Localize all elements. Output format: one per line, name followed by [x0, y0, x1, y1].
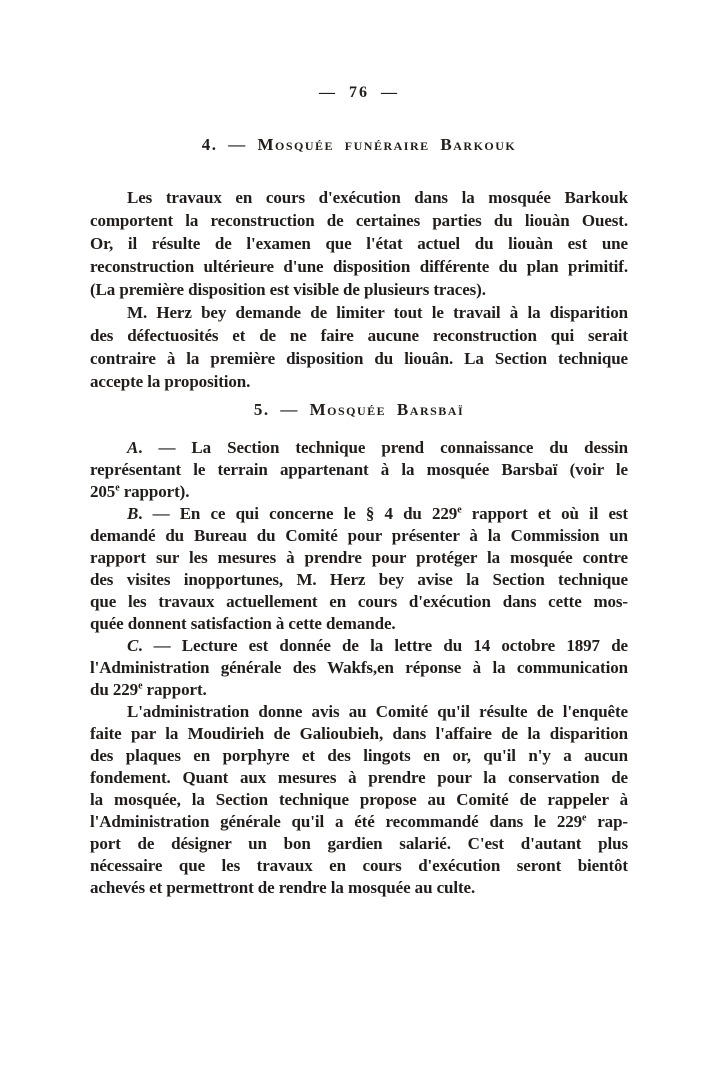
text-line: l'Administration générale qu'il a été recommandé dans le 229e rap-: [90, 812, 628, 831]
text-line: fondement. Quant aux mesures à prendre pour la conservation de: [90, 768, 628, 787]
text-line: que les travaux actuellement en cours d'exécution dans cette mos-: [90, 592, 628, 611]
text-line: A. — La Section technique prend connaissance du dessin: [127, 438, 628, 457]
section-5-mosquee-barsbai-heading: 5. — Mosquée Barsbaï: [253, 400, 465, 419]
section-5-mosquee-barsbai-paragraph-2: [90, 503, 628, 635]
text-line: faite par la Moudirieh de Galioubieh, dans l'affaire de la disparition: [90, 724, 628, 743]
text-line: des défectuosités et de ne faire aucune reconstruction qui serait: [90, 326, 628, 345]
section-5-mosquee-barsbai-paragraph-3: [90, 635, 628, 701]
text-line: 205e rapport).: [90, 482, 190, 501]
section-4-mosquee-funeraire-barkouk-paragraph-2: [90, 301, 628, 393]
text-line: B. — En ce qui concerne le § 4 du 229e rapport et où il est: [127, 504, 628, 523]
section-4-mosquee-funeraire-barkouk-paragraph-1: [90, 186, 628, 301]
text-line: des visites inopportunes, M. Herz bey avise la Section technique: [90, 570, 628, 589]
text-line: rapport sur les mesures à prendre pour protéger la mosquée contre: [90, 548, 628, 567]
text-line: représentant le terrain appartenant à la mosquée Barsbaï (voir le: [90, 460, 628, 479]
section-5-mosquee-barsbai-paragraph-1: [90, 437, 628, 503]
text-line: nécessaire que les travaux en cours d'exécution seront bientôt: [90, 856, 628, 875]
text-line: accepte la proposition.: [90, 372, 251, 391]
section-4-mosquee-funeraire-barkouk-heading: 4. — Mosquée funéraire Barkouk: [201, 135, 517, 154]
text-line: du 229e rapport.: [90, 680, 207, 699]
text-line: reconstruction ultérieure d'une disposition différente du plan primitif.: [90, 257, 628, 276]
text-line: port de désigner un bon gardien salarié. C'est d'autant plus: [90, 834, 628, 853]
text-line: l'Administration générale des Wakfs,en réponse à la communication: [90, 658, 628, 677]
text-line: (La première disposition est visible de plusieurs traces).: [90, 280, 486, 299]
text-line: contraire à la première disposition du liouân. La Section technique: [90, 349, 628, 368]
text-line: Les travaux en cours d'exécution dans la mosquée Barkouk: [127, 188, 628, 207]
section-5-mosquee-barsbai-paragraph-4: [90, 701, 628, 899]
text-line: des plaques en porphyre et des lingots en or, qu'il n'y a aucun: [90, 746, 628, 765]
page-content: [90, 135, 628, 899]
text-block: [90, 0, 628, 899]
text-line: quée donnent satisfaction à cette demande.: [90, 614, 396, 633]
text-line: L'administration donne avis au Comité qu'il résulte de l'enquête: [127, 702, 628, 721]
section-4-mosquee-funeraire-barkouk: [90, 135, 628, 393]
text-line: comportent la reconstruction de certaines parties du liouàn Ouest.: [90, 211, 628, 230]
section-5-mosquee-barsbai: [90, 400, 628, 899]
text-line: la mosquée, la Section technique propose au Comité de rappeler à: [90, 790, 628, 809]
text-line: achevés et permettront de rendre la mosquée au culte.: [90, 878, 476, 897]
text-line: demandé du Bureau du Comité pour présenter à la Commission un: [90, 526, 628, 545]
page-number: — 76 —: [319, 84, 399, 101]
text-line: C. — Lecture est donnée de la lettre du 14 octobre 1897 de: [127, 636, 628, 655]
text-line: Or, il résulte de l'examen que l'état actuel du liouàn est une: [90, 234, 628, 253]
text-line: M. Herz bey demande de limiter tout le travail à la disparition: [127, 303, 628, 322]
